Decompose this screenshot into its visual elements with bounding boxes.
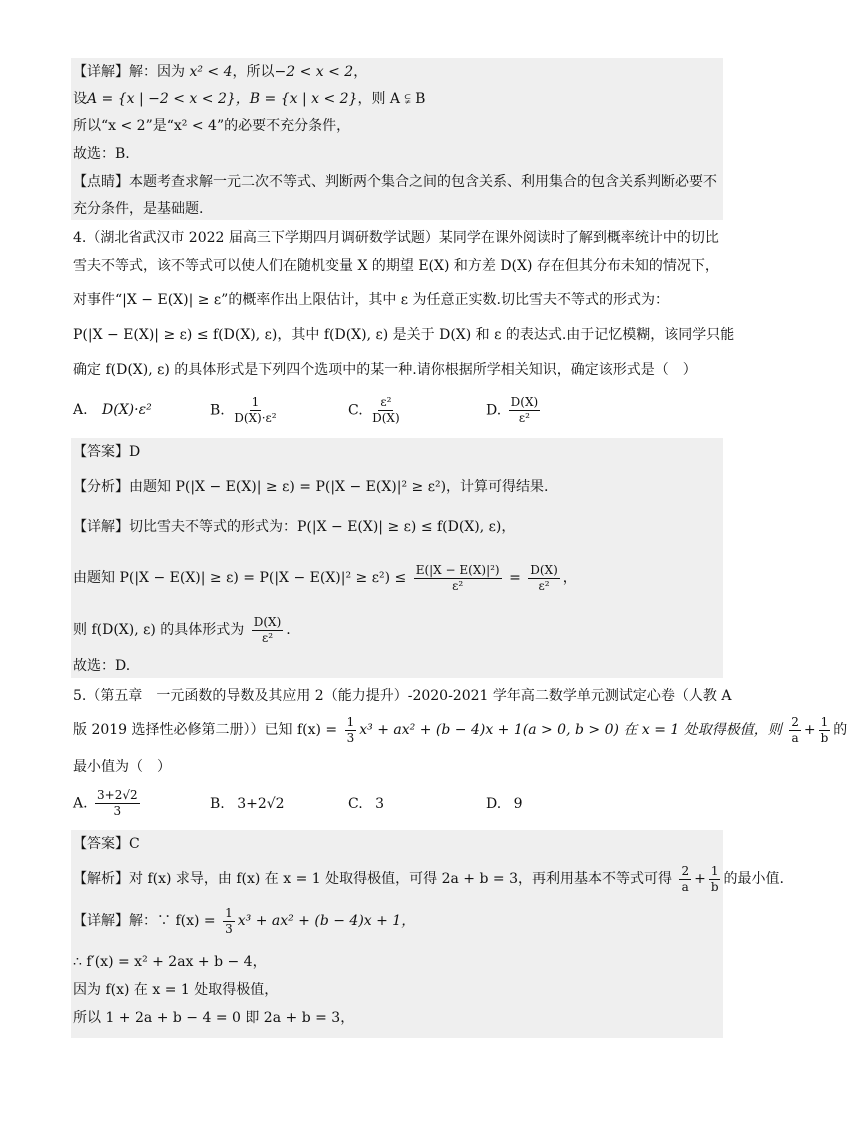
denominator: ε² bbox=[538, 578, 550, 593]
q4-option-d[interactable] bbox=[486, 395, 543, 426]
option-text: D(X)·ε² bbox=[102, 402, 152, 418]
derivation-text: 由题知 P(|X − E(X)| ≥ ε) = P(|X − E(X)|² ≥ ε²) ≤ bbox=[73, 570, 407, 586]
q3-conclusion: 所以“x < 2”是“x² < 4”的必要不充分条件， bbox=[73, 118, 351, 134]
numerator: 2 bbox=[681, 863, 690, 878]
detail-text: 解：因为 bbox=[129, 64, 185, 80]
plus-sign: + bbox=[803, 722, 816, 738]
q4-choose: 故选：D. bbox=[73, 658, 131, 674]
numerator: 3+2√2 bbox=[97, 788, 138, 802]
option-label: C. bbox=[348, 796, 363, 812]
numerator: 1 bbox=[251, 395, 260, 409]
one-third-fraction bbox=[223, 906, 235, 937]
option-text: 3 bbox=[375, 796, 385, 812]
inequality: x² < 4 bbox=[189, 64, 233, 80]
option-fraction bbox=[509, 395, 541, 426]
option-label: C. bbox=[348, 402, 363, 419]
q4-detail-result bbox=[73, 610, 723, 654]
q5-header: 5.（第五章 一元函数的导数及其应用 2（能力提升）-2020-2021 学年高二数学单元测试定心卷（人教 A bbox=[73, 688, 732, 704]
q5-option-b[interactable] bbox=[210, 796, 285, 812]
analysis-text: 由题知 P(|X − E(X)| ≥ ε) = P(|X − E(X)|² ≥ ε²)，计算可得结果. bbox=[129, 479, 549, 495]
q5-analysis bbox=[73, 862, 784, 898]
result-fraction bbox=[252, 615, 284, 646]
analysis-text: 对 f(x) 求导，由 f(x) 在 x = 1 处取得极值，可得 2a + b = 3，再利用基本不等式可得 bbox=[129, 871, 672, 887]
option-fraction bbox=[370, 395, 402, 426]
equals-sign: = bbox=[509, 570, 521, 586]
denominator: D(X) bbox=[372, 411, 400, 425]
denominator: b bbox=[820, 730, 829, 745]
one-third-fraction bbox=[345, 715, 357, 746]
numerator: E(|X − E(X)|²) bbox=[415, 562, 500, 577]
option-label: A. bbox=[73, 795, 88, 812]
q4-line2: 雪夫不等式，该不等式可以使人们在随机变量 X 的期望 E(X) 和方差 D(X) 存在但其分布未知的情况下， bbox=[73, 258, 719, 274]
text: ，所以 bbox=[232, 64, 275, 80]
set-a: A = {x | −2 < x < 2} bbox=[87, 91, 236, 107]
q4-answer: 【答案】D bbox=[73, 444, 141, 460]
denominator: 3 bbox=[113, 804, 122, 818]
numerator: 1 bbox=[346, 714, 355, 729]
denominator: ε² bbox=[518, 411, 530, 425]
q5-result: 所以 1 + 2a + b − 4 = 0 即 2a + b = 3， bbox=[73, 1010, 355, 1026]
set-b: ，B = {x | x < 2} bbox=[235, 91, 358, 107]
q3-set-line bbox=[73, 89, 723, 109]
q4-option-a[interactable] bbox=[73, 402, 152, 418]
q3-solution-shade bbox=[71, 58, 723, 220]
q4-detail bbox=[73, 517, 723, 537]
q5-derivative: ∴ f′(x) = x² + 2ax + b − 4， bbox=[73, 954, 267, 970]
detail-label: 【详解】 bbox=[73, 519, 129, 535]
detail-label: 【详解】 bbox=[73, 64, 129, 80]
q4-header: 4.（湖北省武汉市 2022 届高三下学期四月调研数学试题）某同学在课外阅读时了解到概率统计中的切比 bbox=[73, 230, 719, 246]
numerator: D(X) bbox=[253, 614, 282, 629]
inequality: −2 < x < 2 bbox=[274, 64, 354, 80]
function-text: x³ + ax² + (b − 4)x + 1(a > 0, b > 0) 在 x = 1 处取得极值，则 bbox=[359, 722, 782, 738]
numerator: D(X) bbox=[510, 395, 539, 409]
q5-answer: 【答案】C bbox=[73, 836, 140, 852]
q4-option-b[interactable] bbox=[210, 395, 282, 426]
denominator: 3 bbox=[225, 921, 233, 936]
q4-line5: 确定 f(D(X), ε) 的具体形式是下列四个选项中的某一种.请你根据所学相关知识，确定该形式是（ ） bbox=[73, 362, 697, 378]
q4-detail-derivation bbox=[73, 558, 723, 602]
comment-text: 本题考查求解一元二次不等式、判断两个集合之间的包含关系、利用集合的包含关系判断必要不 bbox=[129, 174, 717, 190]
q4-analysis bbox=[73, 477, 723, 497]
option-label: B. bbox=[210, 402, 225, 419]
variance-fraction bbox=[528, 563, 560, 594]
text: 的最小值. bbox=[723, 871, 784, 887]
q4-option-c[interactable] bbox=[348, 395, 405, 426]
one-over-b-fraction bbox=[709, 864, 721, 895]
text: 版 2019 选择性必修第二册））已知 f(x) = bbox=[73, 722, 338, 738]
text: ， bbox=[353, 64, 368, 80]
expectation-fraction bbox=[414, 563, 502, 594]
denominator: D(X)·ε² bbox=[234, 411, 277, 425]
q4-line3: 对事件“|X − E(X)| ≥ ε”的概率作出上限估计，其中 ε 为任意正实数.切比雪夫不等式的形式为： bbox=[73, 292, 669, 308]
q4-line4: P(|X − E(X)| ≥ ε) ≤ f(D(X), ε)，其中 f(D(X), ε) 是关于 D(X) 和 ε 的表达式.由于记忆模糊，该同学只能 bbox=[73, 327, 735, 343]
q5-option-c[interactable] bbox=[348, 796, 384, 812]
option-label: B. bbox=[210, 796, 225, 812]
q5-extreme: 因为 f(x) 在 x = 1 处取得极值， bbox=[73, 982, 279, 998]
text: 设 bbox=[73, 91, 87, 107]
comment-label: 【点睛】 bbox=[73, 174, 129, 190]
analysis-label: 【解析】 bbox=[73, 871, 129, 887]
text: . bbox=[286, 622, 291, 638]
two-over-a-fraction bbox=[679, 864, 691, 895]
denominator: ε² bbox=[452, 578, 464, 593]
numerator: D(X) bbox=[530, 562, 558, 577]
option-text: 3+2√2 bbox=[237, 796, 285, 812]
option-text: 9 bbox=[513, 796, 523, 812]
denominator: a bbox=[681, 879, 689, 894]
q5-option-a[interactable] bbox=[73, 788, 143, 819]
detail-text: 切比雪夫不等式的形式为：P(|X − E(X)| ≥ ε) ≤ f(D(X), ε)， bbox=[129, 519, 516, 535]
q5-line3: 最小值为（ ） bbox=[73, 759, 171, 775]
two-over-a-fraction bbox=[789, 715, 801, 746]
option-label: A. bbox=[73, 402, 88, 418]
numerator: ε² bbox=[380, 395, 392, 409]
q3-comment-line2: 充分条件，是基础题. bbox=[73, 201, 204, 217]
numerator: 1 bbox=[820, 714, 829, 729]
one-over-b-fraction bbox=[819, 715, 831, 746]
option-fraction bbox=[95, 788, 140, 819]
option-label: D. bbox=[486, 796, 502, 812]
numerator: 1 bbox=[225, 905, 233, 920]
analysis-label: 【分析】 bbox=[73, 479, 129, 495]
q5-option-d[interactable] bbox=[486, 796, 523, 812]
option-fraction bbox=[232, 395, 278, 426]
q3-choose: 故选：B. bbox=[73, 146, 130, 162]
q5-detail bbox=[73, 904, 723, 940]
denominator: ε² bbox=[261, 630, 274, 645]
numerator: 2 bbox=[791, 714, 799, 729]
denominator: b bbox=[710, 879, 719, 894]
plus-sign: + bbox=[694, 871, 706, 887]
q3-comment-line1 bbox=[73, 172, 723, 192]
detail-label: 【详解】 bbox=[73, 913, 129, 929]
numerator: 1 bbox=[710, 863, 719, 878]
function-text: x³ + ax² + (b − 4)x + 1， bbox=[237, 913, 416, 929]
result-text: 则 f(D(X), ε) 的具体形式为 bbox=[73, 622, 245, 638]
denominator: a bbox=[791, 730, 799, 745]
denominator: 3 bbox=[346, 730, 355, 745]
detail-text: 解：∵ f(x) = bbox=[129, 913, 216, 929]
set-relation: ，则 A ⫋ B bbox=[357, 91, 426, 107]
option-label: D. bbox=[486, 402, 502, 419]
q3-detail-line bbox=[73, 62, 723, 82]
q5-line2 bbox=[73, 712, 847, 752]
text: 的 bbox=[833, 722, 847, 738]
text: ， bbox=[562, 570, 577, 586]
